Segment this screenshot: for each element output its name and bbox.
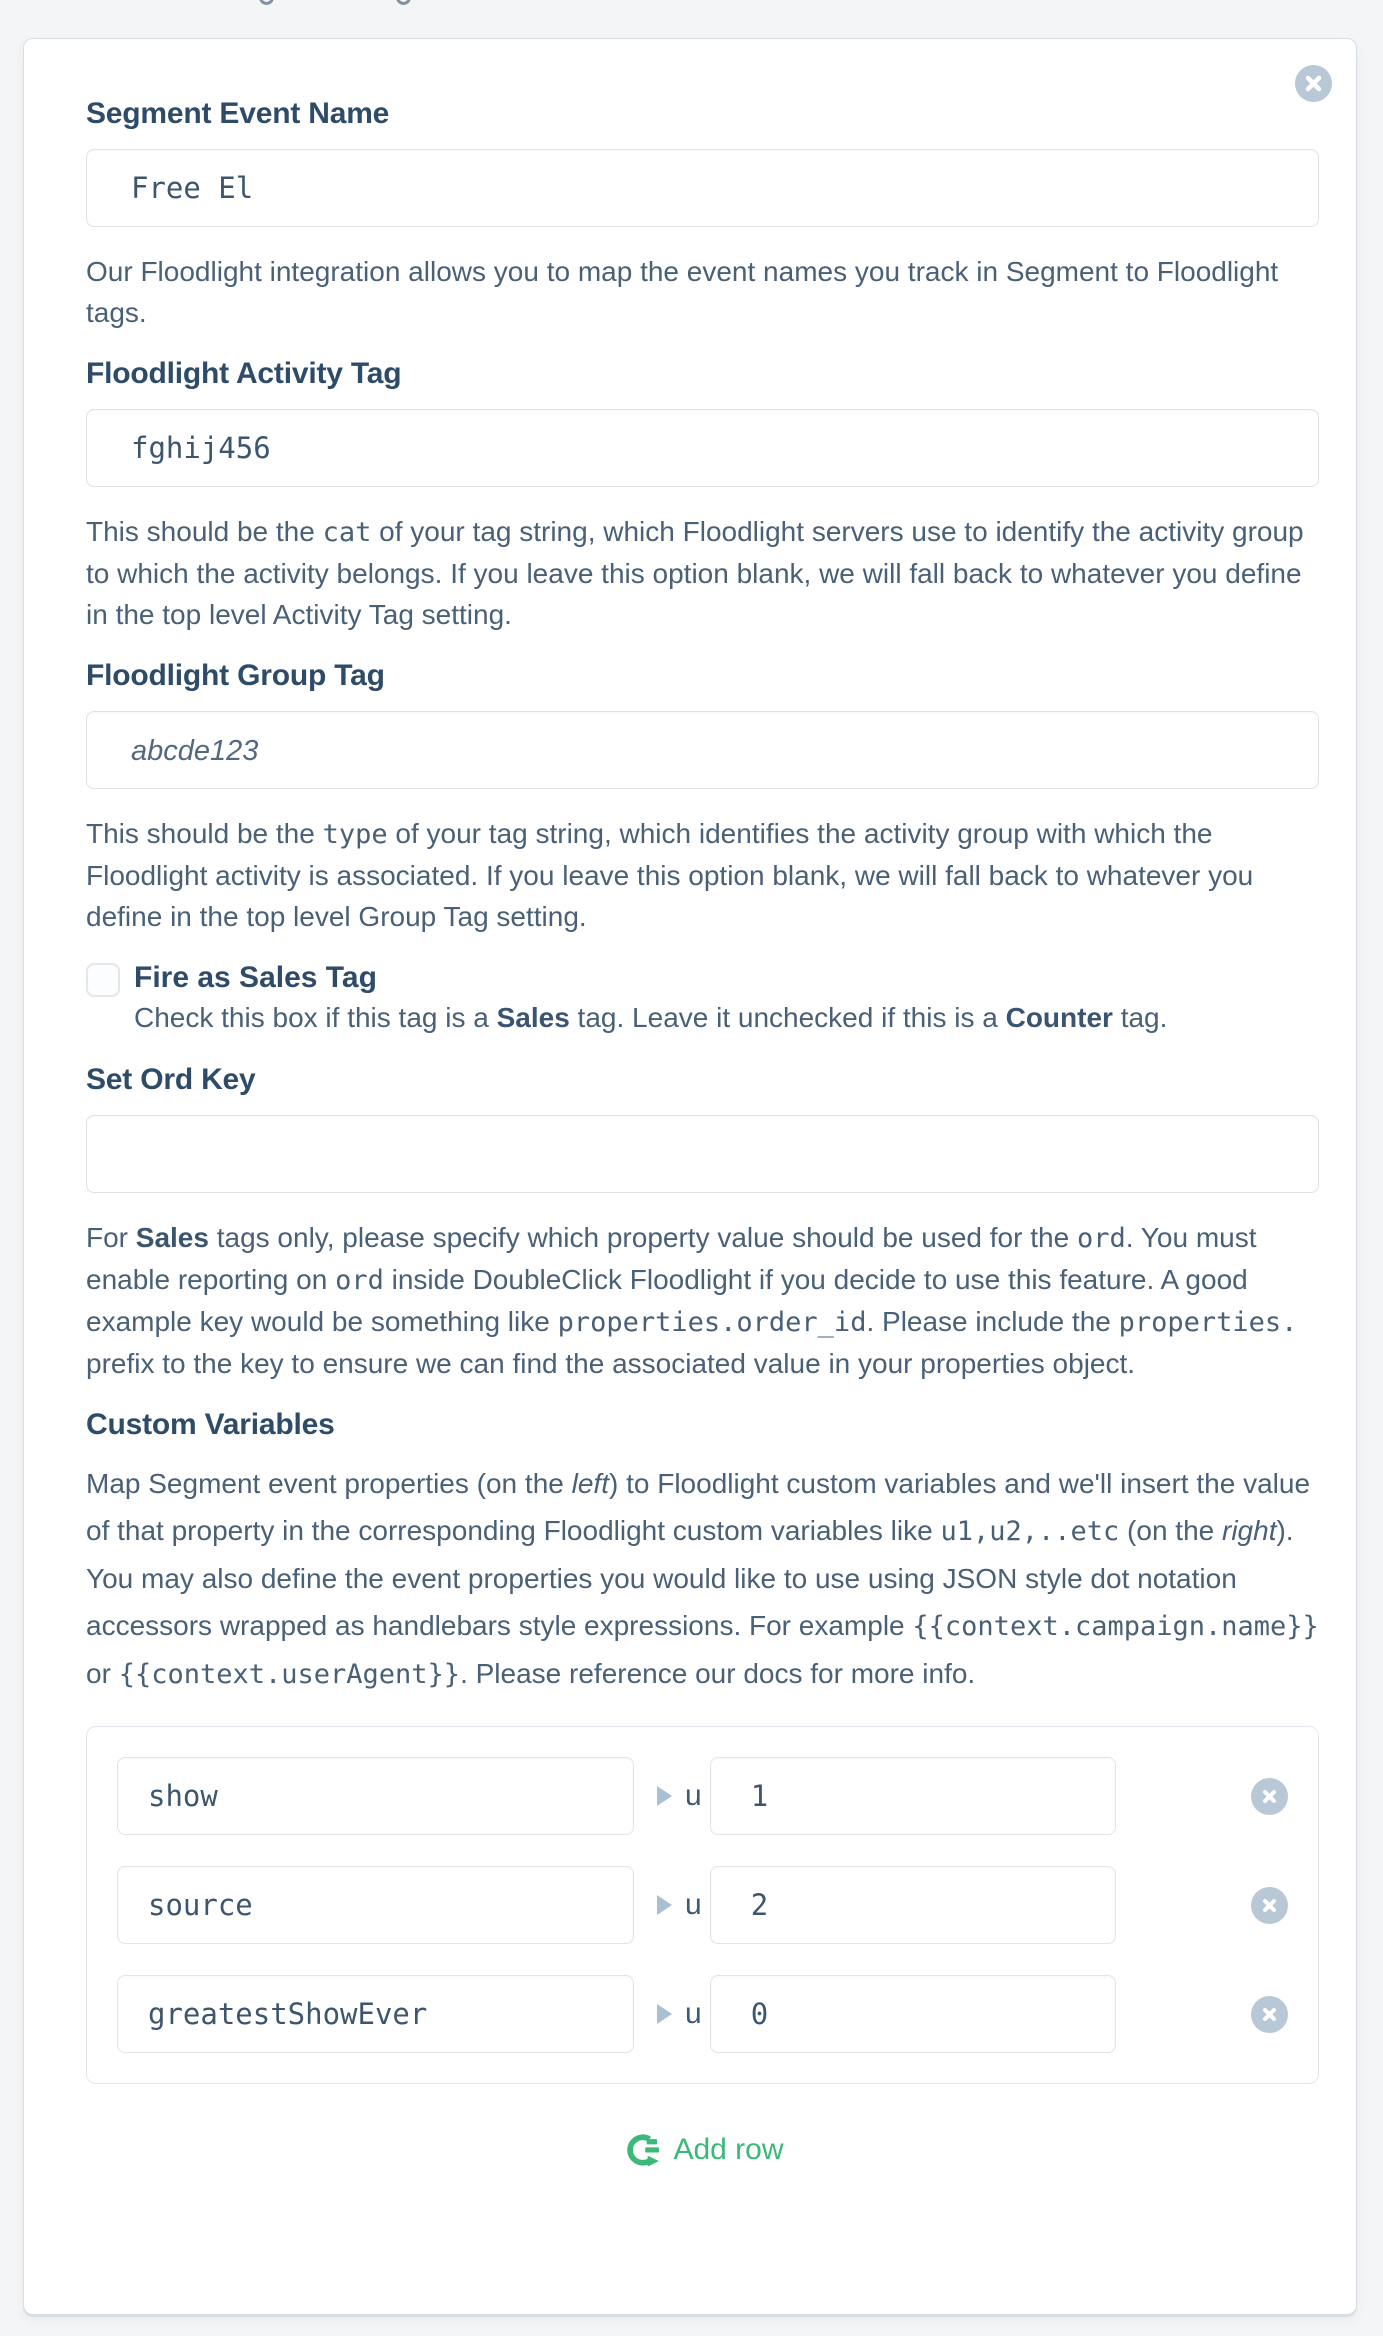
segment-logo-icon <box>621 2133 661 2167</box>
remove-row-button[interactable] <box>1251 1996 1288 2033</box>
u-variable-label: u <box>685 1997 702 2030</box>
group-tag-help: This should be the type of your tag string, which identifies the activity group with which the Floodlight activity is associated. If you leave this option blank, we will fall back to whatever you define in the top level Group Tag setting. <box>86 818 1254 932</box>
close-icon <box>1305 75 1322 92</box>
add-row-button[interactable] <box>86 2133 1319 2167</box>
clipped-text-fragment <box>259 0 274 5</box>
remove-row-button[interactable] <box>1251 1778 1288 1815</box>
custom-variables-label: Custom Variables <box>86 1408 335 1441</box>
activity-tag-help: This should be the cat of your tag string, which Floodlight servers use to identify the activity group to which the activity belongs. If you leave this option blank, we will fall back to whatever you define in the top level Activity Tag setting. <box>86 516 1304 630</box>
sales-tag-help: Check this box if this tag is a Sales tag. Leave it unchecked if this is a Counter tag. <box>134 1002 1168 1033</box>
ord-key-input[interactable] <box>86 1115 1319 1193</box>
floodlight-settings-modal <box>23 38 1357 2315</box>
sales-tag-content <box>134 959 1167 1039</box>
event-name-label: Segment Event Name <box>86 97 390 130</box>
property-input[interactable] <box>117 1975 634 2053</box>
ord-key-help: For Sales tags only, please specify which property value should be used for the ord. You must enable reporting on ord inside DoubleClick Floodlight if you decide to use this feature. A good example key would be something like properties.order_id. Please include the properties. prefix to the key to ensure we can find the associated value in your properties object. <box>86 1222 1298 1379</box>
custom-variable-row <box>117 1866 1288 1944</box>
custom-variables-help: Map Segment event properties (on the left) to Floodlight custom variables and we'll insert the value of that property in the corresponding Floodlight custom variables like u1,u2,..etc (on the right). You may also define the event properties you would like to use using JSON style dot notation accessors wrapped as handlebars style expressions. For example {{context.campaign.name}} or {{context.userAgent}}. Please reference our docs for more info. <box>86 1468 1319 1690</box>
custom-variable-row <box>117 1975 1288 2053</box>
modal-body <box>24 39 1356 2167</box>
close-button[interactable] <box>1295 65 1332 102</box>
arrow-right-icon <box>657 2004 672 2024</box>
u-variable-label: u <box>685 1779 702 1812</box>
ord-key-label: Set Ord Key <box>86 1063 256 1096</box>
custom-variables-box <box>86 1726 1319 2084</box>
arrow-right-icon <box>657 1786 672 1806</box>
remove-row-icon <box>1262 1789 1277 1804</box>
activity-tag-input[interactable] <box>86 409 1319 487</box>
event-name-help: Our Floodlight integration allows you to map the event names you track in Segment to Floodlight tags. <box>86 256 1279 328</box>
group-tag-input[interactable] <box>86 711 1319 789</box>
custom-variable-row <box>117 1757 1288 1835</box>
group-tag-label: Floodlight Group Tag <box>86 659 385 692</box>
add-row-label: Add row <box>673 2133 784 2166</box>
activity-tag-label: Floodlight Activity Tag <box>86 357 402 390</box>
arrow-right-icon <box>657 1895 672 1915</box>
u-number-input[interactable] <box>710 1866 1116 1944</box>
sales-tag-row <box>86 959 1319 1039</box>
u-number-input[interactable] <box>710 1757 1116 1835</box>
property-input[interactable] <box>117 1866 634 1944</box>
sales-tag-label: Fire as Sales Tag <box>134 961 377 994</box>
u-variable-label: u <box>685 1888 702 1921</box>
remove-row-icon <box>1262 2007 1277 2022</box>
u-number-input[interactable] <box>710 1975 1116 2053</box>
property-input[interactable] <box>117 1757 634 1835</box>
clipped-text-fragment <box>396 0 411 5</box>
sales-tag-checkbox[interactable] <box>86 963 120 997</box>
remove-row-button[interactable] <box>1251 1887 1288 1924</box>
remove-row-icon <box>1262 1898 1277 1913</box>
event-name-input[interactable] <box>86 149 1319 227</box>
